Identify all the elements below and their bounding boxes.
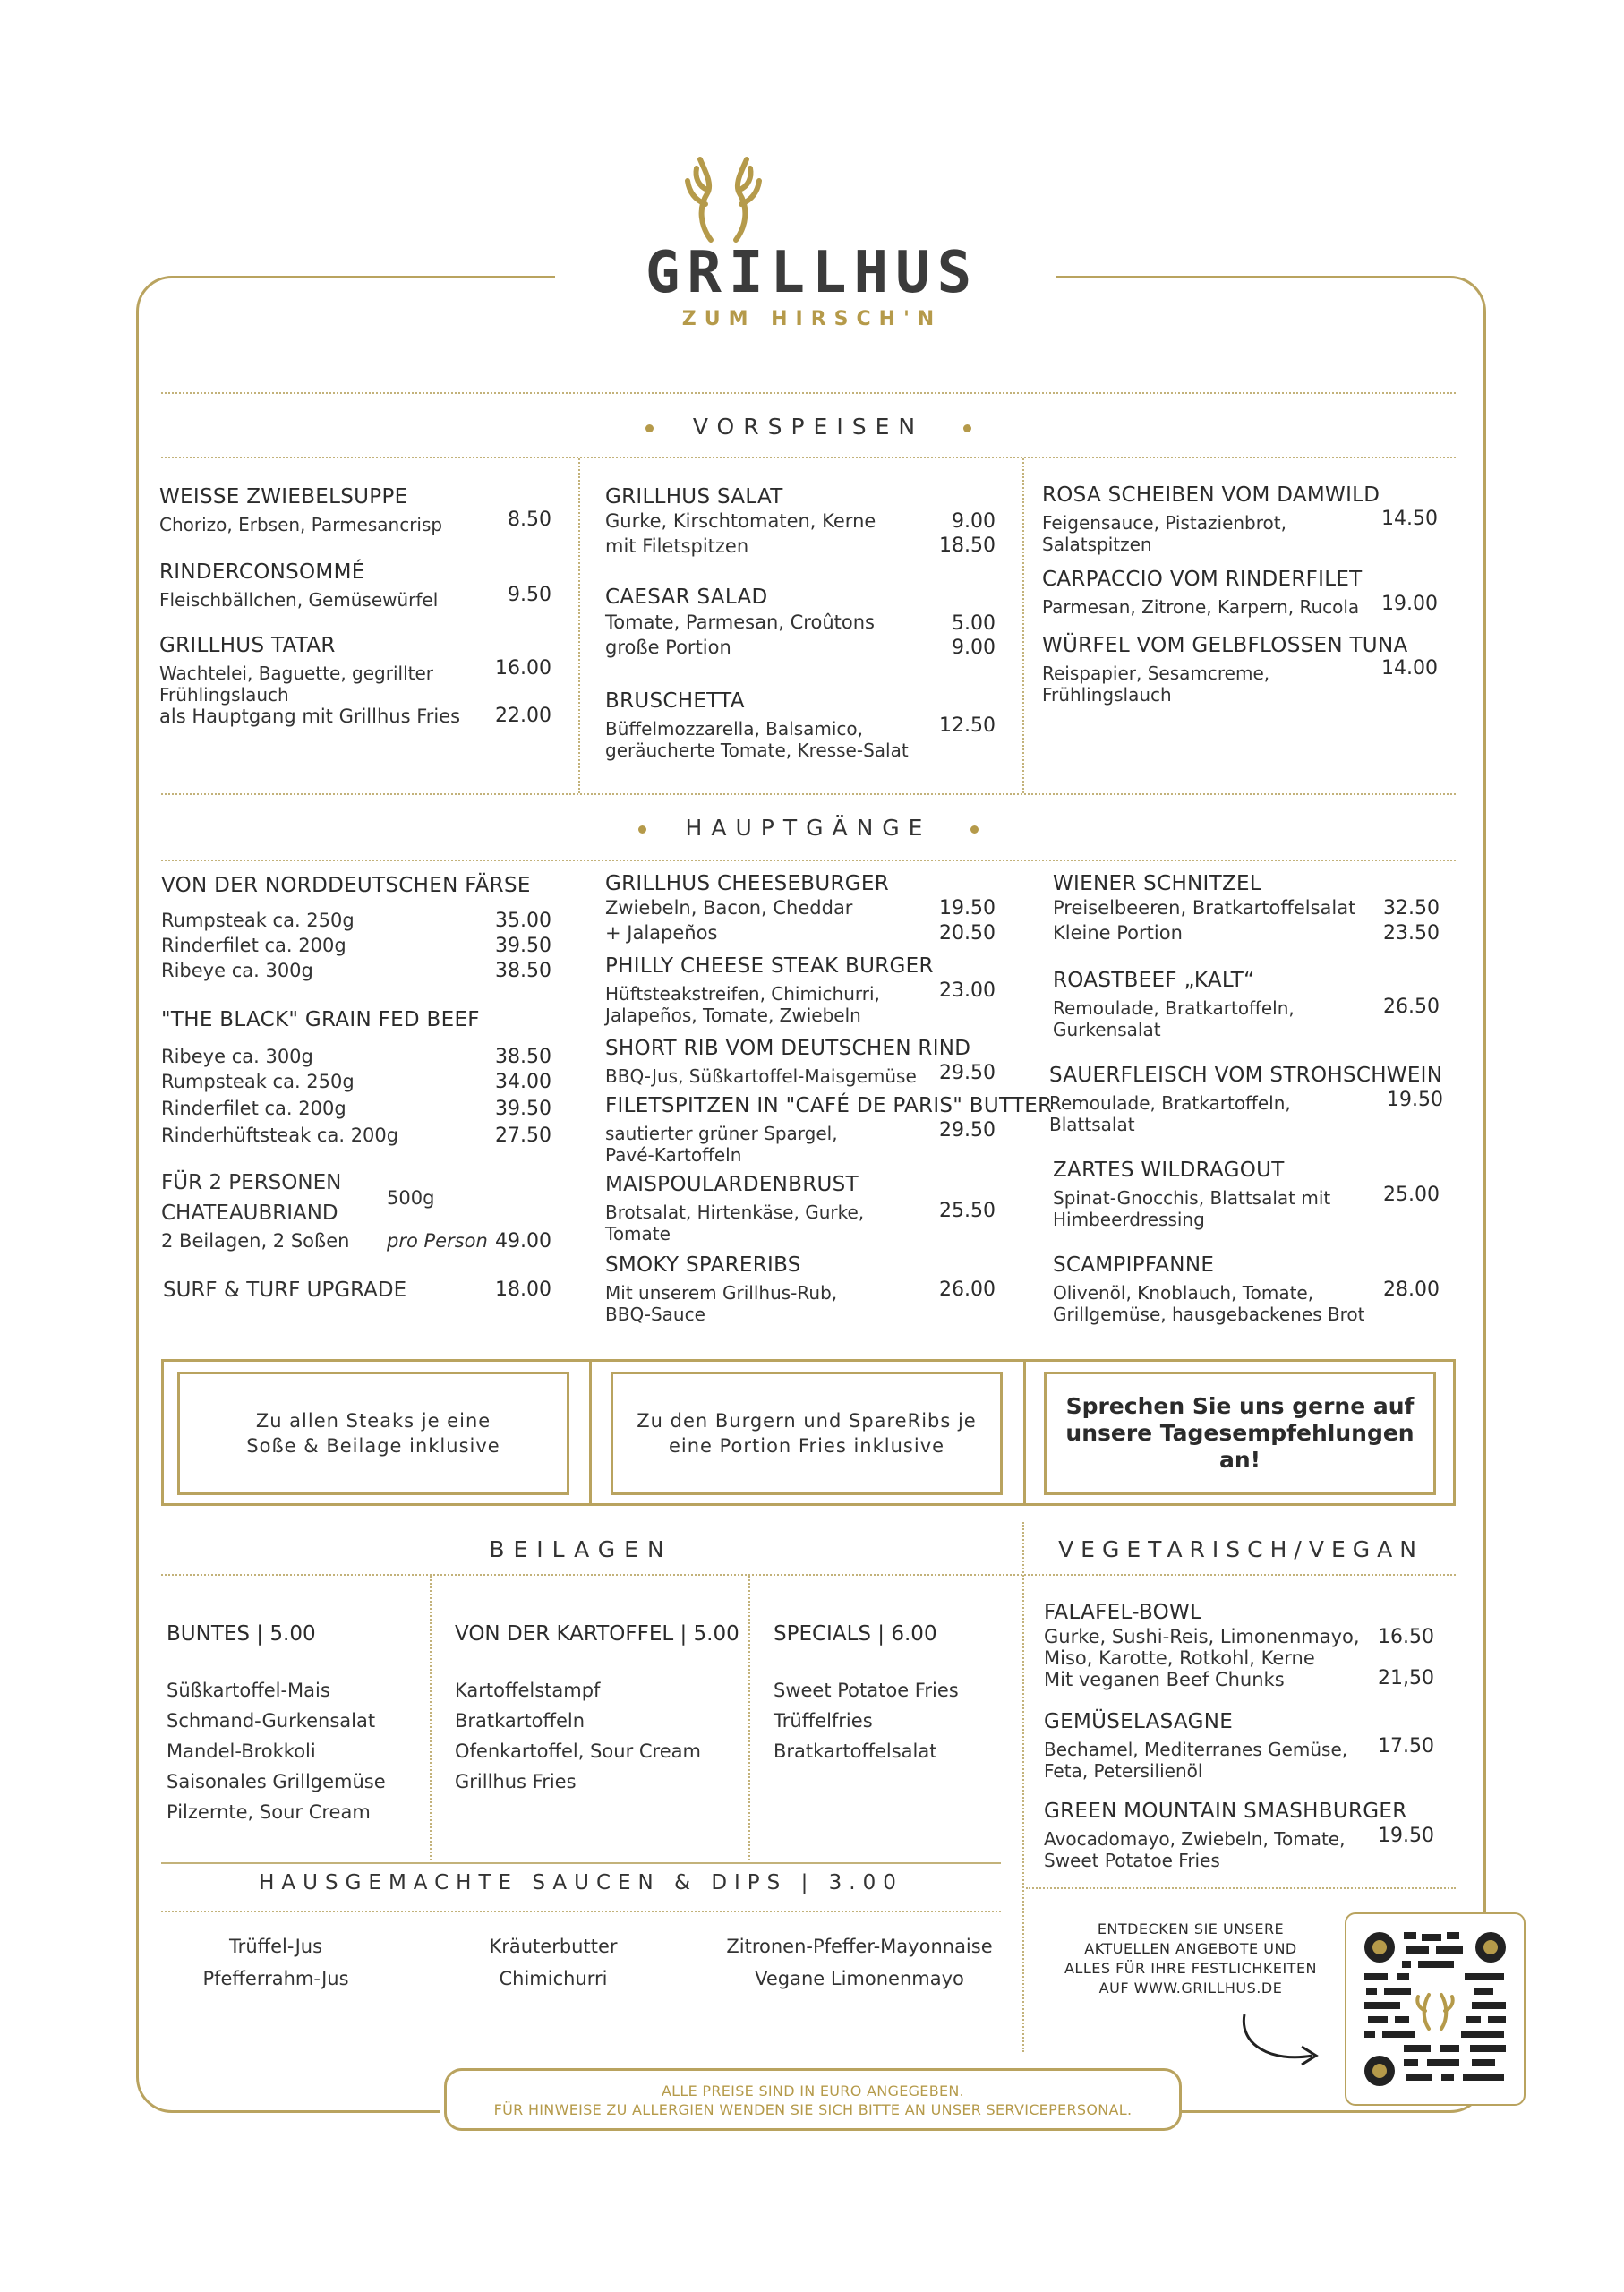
dish-cheeseburger: GRILLHUS CHEESEBURGER [605, 872, 890, 895]
price: 18.50 [939, 535, 996, 557]
sauce-item: Kräuterbutter [489, 1936, 618, 1957]
price: 22.00 [495, 705, 551, 727]
dish-desc: Gurke, Kirschtomaten, Kerne [605, 510, 876, 532]
price: 19.50 [939, 897, 996, 919]
dish-schnitzel: WIENER SCHNITZEL [1053, 872, 1261, 895]
sauce-item: Trüffel-Jus [228, 1936, 323, 1957]
dish-lasagne: GEMÜSELASAGNE Bechamel, Mediterranes Gemüse, Feta, Petersilienöl [1044, 1710, 1348, 1782]
section-vegetarisch: VEGETARISCH/VEGAN [1058, 1536, 1423, 1562]
section-title: VORSPEISEN [692, 414, 925, 440]
beilage-item: Bratkartoffeln [455, 1710, 585, 1732]
dish-black-title: "THE BLACK" GRAIN FED BEEF [161, 1008, 480, 1031]
beilagen-kartoffel-title: VON DER KARTOFFEL | 5.00 [455, 1622, 739, 1646]
price: 9.00 [952, 637, 996, 659]
dish-maispoularde: MAISPOULARDENBRUST Brotsalat, Hirtenkäse, Gurke, Tomate [605, 1173, 865, 1244]
divider [161, 860, 1456, 861]
dish-grillhus-salat: GRILLHUS SALAT [605, 485, 783, 509]
price: 28.00 [1383, 1279, 1440, 1301]
beilage-item: Kartoffelstampf [455, 1680, 601, 1701]
price: 20.50 [939, 922, 996, 945]
info-box-steaks [177, 1372, 569, 1495]
price: 19.50 [1378, 1825, 1434, 1847]
info-text: Zu allen Steaks je eine [255, 1410, 491, 1432]
chateau-desc: 2 Beilagen, 2 Soßen [161, 1230, 350, 1252]
price: 23.00 [939, 979, 996, 1002]
dish-damwild: ROSA SCHEIBEN VOM DAMWILD Feigensauce, Pistazienbrot, Salatspitzen [1042, 483, 1380, 555]
price: 34.00 [495, 1071, 551, 1093]
price: 32.50 [1383, 897, 1440, 919]
gold-dot-icon [963, 424, 971, 432]
dish-philly: PHILLY CHEESE STEAK BURGER Hüftsteakstreifen, Chimichurri, Jalapeños, Tomate, Zwiebeln [605, 954, 934, 1026]
steak-item: Rumpsteak ca. 250g [161, 910, 355, 931]
chateau-note: pro Person [387, 1230, 488, 1252]
dish-scampi: SCAMPIPFANNE Olivenöl, Knoblauch, Tomate, Grillgemüse, hausgebackenes Brot [1053, 1253, 1365, 1325]
dish-desc: Gurke, Sushi-Reis, Limonenmayo, [1044, 1626, 1360, 1647]
info-text: Zu den Burgern und SpareRibs je [637, 1410, 977, 1432]
beilage-item: Trüffelfries [774, 1710, 873, 1732]
price: 16.00 [495, 657, 551, 680]
divider [161, 457, 1456, 458]
info-box-divider [1023, 1359, 1026, 1506]
dish-caesar: CAESAR SALAD [605, 586, 768, 609]
price: 39.50 [495, 935, 551, 957]
beilagen-buntes-title: BUNTES | 5.00 [167, 1622, 316, 1646]
section-beilagen: BEILAGEN [489, 1536, 673, 1562]
surf-turf: SURF & TURF UPGRADE [163, 1279, 407, 1302]
antler-logo-icon [680, 154, 766, 244]
info-box-burgers [611, 1372, 1003, 1495]
dish-desc: Mit veganen Beef Chunks [1044, 1669, 1285, 1690]
price: 25.00 [1383, 1184, 1440, 1206]
beilage-item: Sweet Potatoe Fries [774, 1680, 959, 1701]
divider [161, 392, 1456, 394]
divider [1026, 1887, 1456, 1889]
divider [161, 1862, 1001, 1864]
section-title: HAUPTGÄNGE [685, 815, 932, 841]
dish-zwiebelsuppe: WEISSE ZWIEBELSUPPE Chorizo, Erbsen, Parmesancrisp [159, 485, 443, 535]
column-divider [430, 1576, 432, 1860]
price: 8.50 [508, 509, 551, 531]
divider [161, 1911, 1001, 1912]
dish-desc: mit Filetspitzen [605, 535, 749, 557]
chateau-weight: 500g [387, 1187, 435, 1209]
sauce-item: Zitronen-Pfeffer-Mayonnaise [726, 1936, 993, 1957]
steak-item: Rinderhüftsteak ca. 200g [161, 1125, 399, 1146]
price: 12.50 [939, 714, 996, 737]
chateau-title2: CHATEAUBRIAND [161, 1202, 338, 1225]
steak-item: Ribeye ca. 300g [161, 960, 313, 981]
dish-shortrib: SHORT RIB VOM DEUTSCHEN RIND BBQ-Jus, Süßkartoffel-Maisgemüse [605, 1037, 971, 1087]
column-divider [578, 458, 580, 793]
dish-roastbeef: ROASTBEEF „KALT“ Remoulade, Bratkartoffeln, Gurkensalat [1053, 969, 1295, 1040]
price: 39.50 [495, 1098, 551, 1120]
info-text: Soße & Beilage inklusive [246, 1435, 500, 1457]
dish-smashburger: GREEN MOUNTAIN SMASHBURGER Avocadomayo, Zwiebeln, Tomate, Sweet Potatoe Fries [1044, 1800, 1407, 1871]
dish-desc: Kleine Portion [1053, 922, 1183, 944]
dish-faerse-title: VON DER NORDDEUTSCHEN FÄRSE [161, 874, 531, 897]
brand-name: GRILLHUS [645, 240, 979, 306]
gold-dot-icon [638, 825, 646, 834]
beilage-item: Grillhus Fries [455, 1771, 577, 1792]
price: 19.00 [1381, 593, 1438, 615]
dish-desc: Miso, Karotte, Rotkohl, Kerne [1044, 1647, 1315, 1669]
gold-dot-icon [645, 424, 654, 432]
price: 5.00 [952, 612, 996, 635]
beilage-item: Saisonales Grillgemüse [167, 1771, 386, 1792]
price: 19.50 [1387, 1089, 1443, 1111]
price: 14.50 [1381, 508, 1438, 530]
price: 17.50 [1378, 1735, 1434, 1757]
beilagen-specials-title: SPECIALS | 6.00 [774, 1622, 937, 1646]
arrow-icon [1235, 2009, 1325, 2072]
dish-bruschetta: BRUSCHETTA Büffelmozzarella, Balsamico, geräucherte Tomate, Kresse-Salat [605, 689, 909, 761]
steak-item: Rinderfilet ca. 200g [161, 935, 346, 956]
price: 18.00 [495, 1279, 551, 1301]
price: 21,50 [1378, 1667, 1434, 1689]
price: 29.50 [939, 1062, 996, 1084]
column-divider [1022, 1522, 1024, 2052]
dish-consomme: RINDERCONSOMMÉ Fleischbällchen, Gemüsewürfel [159, 560, 439, 611]
qr-code[interactable] [1345, 1912, 1526, 2106]
beilage-item: Pilzernte, Sour Cream [167, 1801, 371, 1823]
dish-desc: große Portion [605, 637, 731, 658]
price: 35.00 [495, 910, 551, 932]
sauce-item: Vegane Limonenmayo [755, 1968, 964, 1989]
beilage-item: Schmand-Gurkensalat [167, 1710, 376, 1732]
footer-box [444, 2068, 1182, 2131]
dish-desc: Tomate, Parmesan, Croûtons [605, 611, 875, 633]
steak-item: Rinderfilet ca. 200g [161, 1098, 346, 1119]
beilage-item: Bratkartoffelsalat [774, 1740, 937, 1762]
price: 38.50 [495, 1046, 551, 1068]
dish-carpaccio: CARPACCIO VOM RINDERFILET Parmesan, Zitrone, Karpern, Rucola [1042, 568, 1363, 618]
info-text: unsere Tagesempfehlungen an! [1065, 1420, 1415, 1473]
qr-promo-text: ENTDECKEN SIE UNSERE AKTUELLEN ANGEBOTE UND ALLES FÜR IHRE FESTLICHKEITEN AUF WWW.GRILLHUS.DE [1064, 1920, 1318, 1997]
price: 29.50 [939, 1119, 996, 1142]
divider [161, 793, 1456, 795]
dish-tatar-extra: als Hauptgang mit Grillhus Fries [159, 706, 461, 727]
steak-item: Ribeye ca. 300g [161, 1046, 313, 1067]
beilage-item: Mandel-Brokkoli [167, 1740, 316, 1762]
divider [161, 1574, 1456, 1576]
price: 27.50 [495, 1125, 551, 1147]
beilage-item: Ofenkartoffel, Sour Cream [455, 1740, 701, 1762]
dish-falafel: FALAFEL-BOWL [1044, 1601, 1202, 1624]
dish-filetspitzen: FILETSPITZEN IN "CAFÉ DE PARIS" BUTTER sautierter grüner Spargel, Pavé-Kartoffeln [605, 1094, 1053, 1166]
section-hauptgaenge [161, 815, 1456, 841]
beilage-item: Süßkartoffel-Mais [167, 1680, 330, 1701]
price: 26.50 [1383, 996, 1440, 1018]
column-divider [748, 1576, 750, 1860]
dish-wildragout: ZARTES WILDRAGOUT Spinat-Gnocchis, Blattsalat mit Himbeerdressing [1053, 1159, 1331, 1230]
dish-sauerfleisch: SAUERFLEISCH VOM STROHSCHWEIN Remoulade, Bratkartoffeln, Blattsalat [1049, 1064, 1443, 1135]
info-text: Sprechen Sie uns gerne auf [1065, 1393, 1415, 1419]
price: 9.50 [508, 584, 551, 606]
gold-dot-icon [970, 825, 979, 834]
dish-tatar: GRILLHUS TATAR Wachtelei, Baguette, gegrillter Frühlingslauch [159, 634, 434, 706]
dish-desc: Preiselbeeren, Bratkartoffelsalat [1053, 897, 1356, 919]
price: 38.50 [495, 960, 551, 982]
qr-code-icon [1346, 1914, 1524, 2104]
info-box-tagesempfehlung [1044, 1372, 1436, 1495]
section-vorspeisen [161, 414, 1456, 440]
price: 16.50 [1378, 1626, 1434, 1648]
column-divider [1022, 458, 1024, 793]
section-saucen: HAUSGEMACHTE SAUCEN & DIPS | 3.00 [259, 1871, 903, 1894]
sauce-item: Pfefferrahm-Jus [202, 1968, 349, 1989]
chateau-title1: FÜR 2 PERSONEN [161, 1171, 342, 1194]
price: 14.00 [1381, 657, 1438, 680]
dish-tuna: WÜRFEL VOM GELBFLOSSEN TUNA Reispapier, Sesamcreme, Frühlingslauch [1042, 634, 1408, 706]
dish-spareribs: SMOKY SPARERIBS Mit unserem Grillhus-Rub, BBQ-Sauce [605, 1253, 838, 1325]
dish-desc: + Jalapeños [605, 922, 718, 944]
price: 25.50 [939, 1200, 996, 1222]
info-box-divider [589, 1359, 592, 1506]
price: 26.00 [939, 1279, 996, 1301]
price: 9.00 [952, 510, 996, 533]
dish-desc: Zwiebeln, Bacon, Cheddar [605, 897, 853, 919]
steak-item: Rumpsteak ca. 250g [161, 1071, 355, 1092]
price: 23.50 [1383, 922, 1440, 945]
brand-subtitle: ZUM HIRSCH'N [681, 308, 943, 330]
sauce-item: Chimichurri [499, 1968, 608, 1989]
info-text: eine Portion Fries inklusive [668, 1435, 945, 1457]
footer-text: ALLE PREISE SIND IN EURO ANGEGEBEN. FÜR HINWEISE ZU ALLERGIEN WENDEN SIE SICH BITTE AN UNSER SERVICEPERSONAL. [493, 2082, 1133, 2118]
price: 49.00 [495, 1230, 551, 1253]
